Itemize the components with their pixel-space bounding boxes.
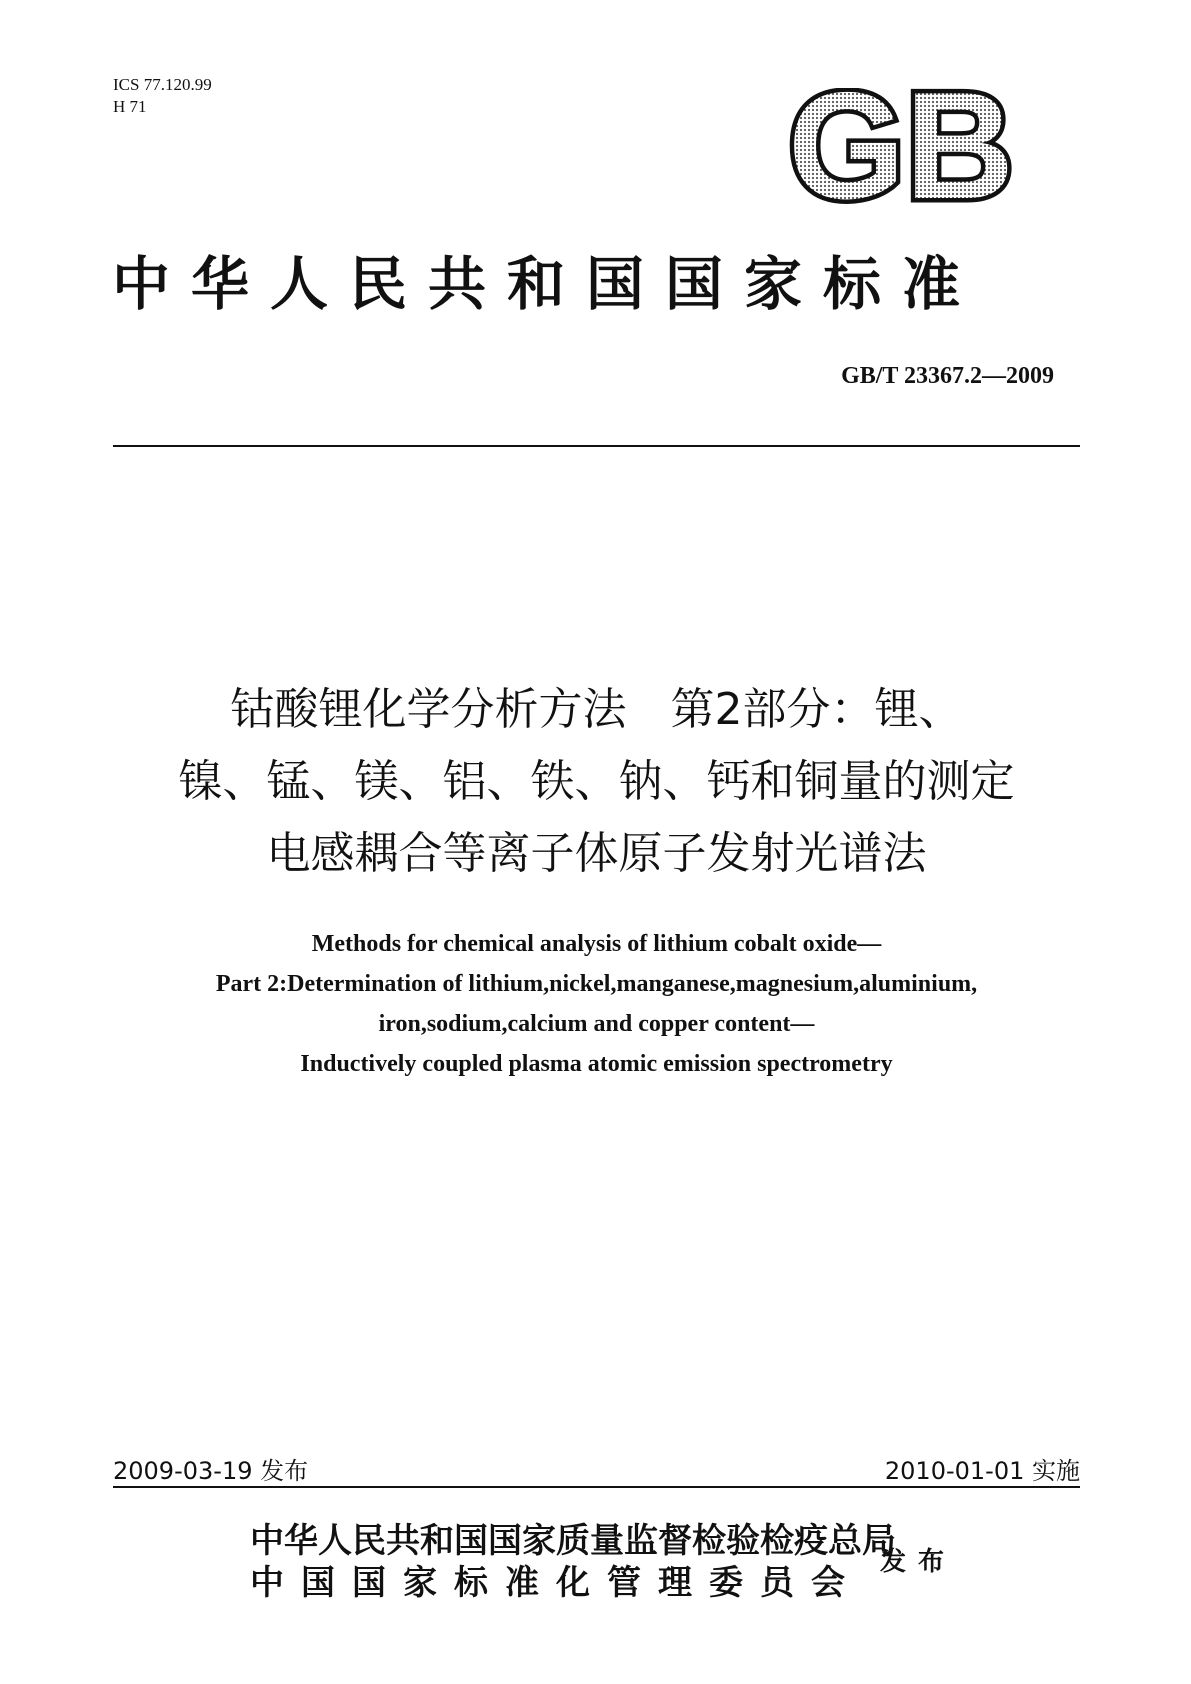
issue-date: 2009-03-19 发布 (113, 1457, 309, 1485)
english-title-line-1: Methods for chemical analysis of lithium cobalt oxide— (311, 931, 882, 957)
chinese-title-line-2: 镍、锰、镁、铝、铁、钠、钙和铜量的测定 (178, 756, 1015, 807)
english-title (113, 924, 1080, 1084)
chinese-title (113, 674, 1080, 890)
english-title-line-3: iron,sodium,calcium and copper content— (378, 1011, 815, 1037)
publishers (250, 1520, 896, 1604)
ics-code: ICS 77.120.99 (113, 75, 212, 94)
ccs-code: H 71 (113, 97, 147, 116)
organization-title: 中华人民共和国国家标准 (112, 250, 982, 318)
standard-number-text: GB/T 23367.2—2009 (841, 363, 1054, 389)
implementation-date: 2010-01-01 实施 (884, 1457, 1080, 1485)
gb-logo (783, 88, 1019, 214)
chinese-title-line-1: 钴酸锂化学分析方法 第2部分：锂、 (230, 684, 963, 735)
english-title-line-2: Part 2:Determination of lithium,nickel,manganese,magnesium,aluminium, (215, 971, 978, 997)
english-title-line-4: Inductively coupled plasma atomic emission spectrometry (300, 1051, 893, 1077)
top-divider (113, 445, 1080, 447)
svg-text:GB: GB (788, 88, 1014, 214)
bottom-divider (113, 1486, 1080, 1488)
classification-codes (113, 74, 212, 118)
chinese-title-line-3: 电感耦合等离子体原子发射光谱法 (266, 828, 927, 879)
standard-number (841, 362, 1054, 390)
publisher-1: 中华人民共和国国家质量监督检验检疫总局 (250, 1521, 896, 1561)
publisher-2: 中国国家标准化管理委员会 (250, 1563, 862, 1603)
publish-label: 发布 (880, 1547, 957, 1577)
